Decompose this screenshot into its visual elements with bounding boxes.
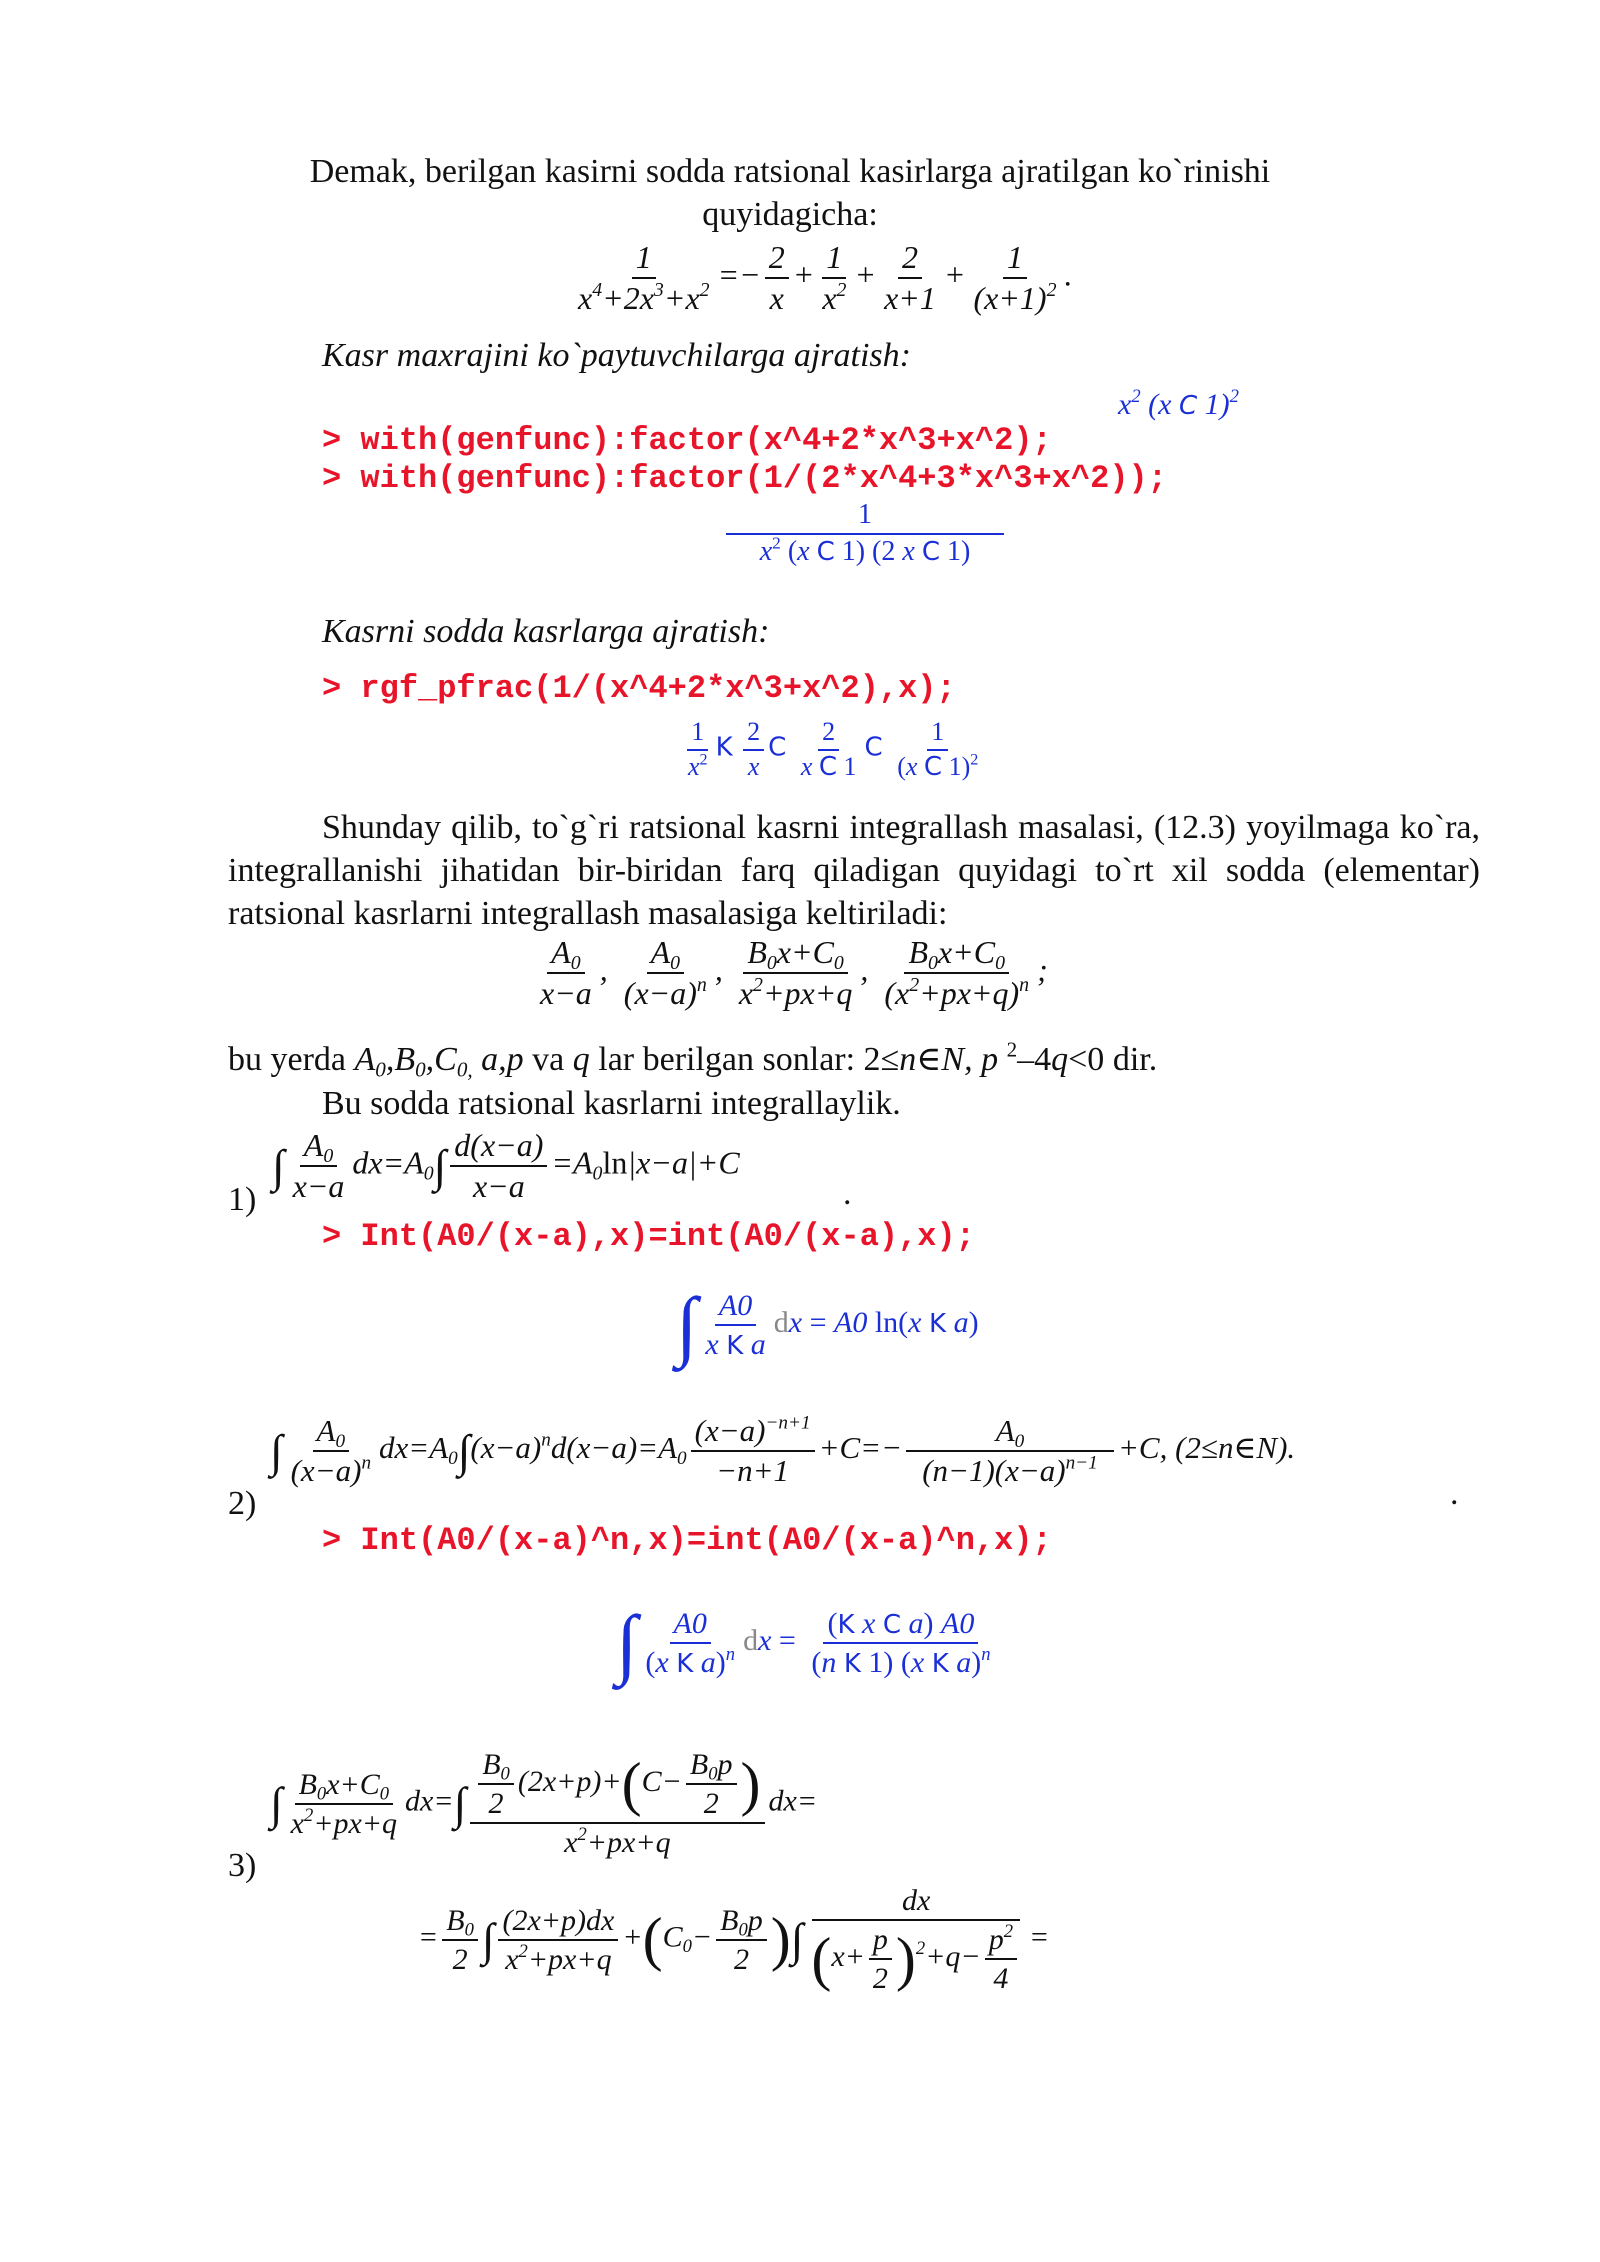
elementary-fractions: $\frac{A_0}{x-a}$ , $\frac{A_0}{(x-a)^n}$ , $\frac{B_0x+C_0}{x^2+px+q}$ , $\frac{B_0x+C_0}{(x^2+px+q)^n}$ ; [540, 934, 1048, 1012]
paragraph-reduction: Shunday qilib, to`g`ri ratsional kasrni integrallash masalasi, (12.3) yoyilmaga ko`ra, integrallanishi jihatidan bir-biridan farq qiladigan quyidagi to`rt xil sodda (elementar) ratsional kasrlarni integrallash masalasiga keltiriladi: [228, 809, 1480, 932]
item-2-label: 2) [228, 1485, 257, 1522]
code-line-4: > Int(A0/(x-a),x)=int(A0/(x-a),x); [322, 1218, 975, 1255]
paragraph-integrate: Bu sodda ratsional kasrlarni integrallaylik. [322, 1085, 901, 1122]
code-line-1: > with(genfunc):factor(x^4+2*x^3+x^2); [322, 422, 1052, 459]
where-tail: dir. [1104, 1041, 1158, 1078]
period-2: . [1450, 1475, 1459, 1512]
period-1: . [843, 1175, 852, 1212]
intro-text [230, 150, 1350, 236]
intro-line-1: Demak, berilgan kasirni sodda ratsional kasirlarga ajratilgan ko`rinishi [309, 153, 1271, 190]
item-3-label: 3) [228, 1847, 257, 1884]
code-line-3: > rgf_pfrac(1/(x^4+2*x^3+x^2),x); [322, 670, 956, 707]
heading-partial: Kasrni sodda kasrlarga ajratish: [322, 613, 770, 650]
maple-output-int-1: ∫ $\frac{A0}{\text{x K a}}$ dx = A0 ln(x K a) [676, 1281, 979, 1368]
integral-2-formula: ∫ $\frac{A_0}{(x-a)^n}$ $dx=A_0\int(x-a)^nd(x-a)=A_0$ $\frac{(x-a)^{-n+1}}{-n+1}$ +C=− $\frac{A_0}{(n-1)(x-a)^{n-1}}$ +C, (2≤n∈N). [270, 1412, 1296, 1489]
where-lead: bu yerda [228, 1041, 355, 1078]
integral-3-formula-line-1: ∫ $\frac{B_0x+C_0}{x^2+px+q}$ dx=∫ $\frac{B_0}{2}$ (2x+p)+(C− $\frac{B_0p}{2}$ ) $x^2+px+q$ dx= [270, 1748, 818, 1859]
maple-output-pfrac: $\frac{1}{x^2}$ K $\frac{2}{x}$ C $\frac{2}{\text{x C 1}}$ C $\frac{1}{(x C 1)^2}$ [688, 717, 979, 782]
paragraph-where: bu yerda $A_0,B_0,C_{0,}$ a,p va q lar berilgan sonlar: 2≤n∈N, p $^2$–4q<0 dir. [228, 1037, 1158, 1082]
maple-output-factor-2: $\frac{1}{x^2 (x C 1) (2 x C 1)}$ [722, 500, 1008, 568]
integral-1-formula: ∫ $\frac{A_0}{x-a}$ $dx=A_0\int$ $\frac{d(x-a)}{x-a}$ $=A_0\ln|x-a|+C$ [272, 1127, 740, 1205]
decomposition-formula: $\frac{1}{x^4+2x^3+x^2}$ =− $\frac{2}{x}$ + $\frac{1}{x^2}$ + $\frac{2}{x+1}$ + $\frac{1}{(x+1)^2}$ . [578, 239, 1073, 317]
code-line-5: > Int(A0/(x-a)^n,x)=int(A0/(x-a)^n,x); [322, 1522, 1052, 1559]
code-line-2: > with(genfunc):factor(1/(2*x^4+3*x^3+x^2)); [322, 460, 1167, 497]
integral-3-formula-line-2: = $\frac{B_0}{2}$ ∫ $\frac{(2x+p)dx}{x^2+px+q}$ $+(C_0-$ $\frac{B_0p}{2}$ )∫ dx (x+ $\frac{p}{2}$ )$^2$+q− $\frac{p^2}{4}$ = [418, 1884, 1050, 1995]
intro-line-2: quyidagicha: [702, 196, 878, 233]
item-1-label: 1) [228, 1181, 257, 1218]
maple-output-factor: $x^2$ (x C 1)$^2$ [1118, 385, 1239, 421]
maple-output-int-2: ∫ $\frac{A0}{(x K a)^n}$ dx = $\frac{\text{(K x C a) A0}}{(n K 1) (x K a)^n}$ [616, 1599, 991, 1686]
heading-factor: Kasr maxrajini ko`paytuvchilarga ajratish: [322, 337, 911, 374]
